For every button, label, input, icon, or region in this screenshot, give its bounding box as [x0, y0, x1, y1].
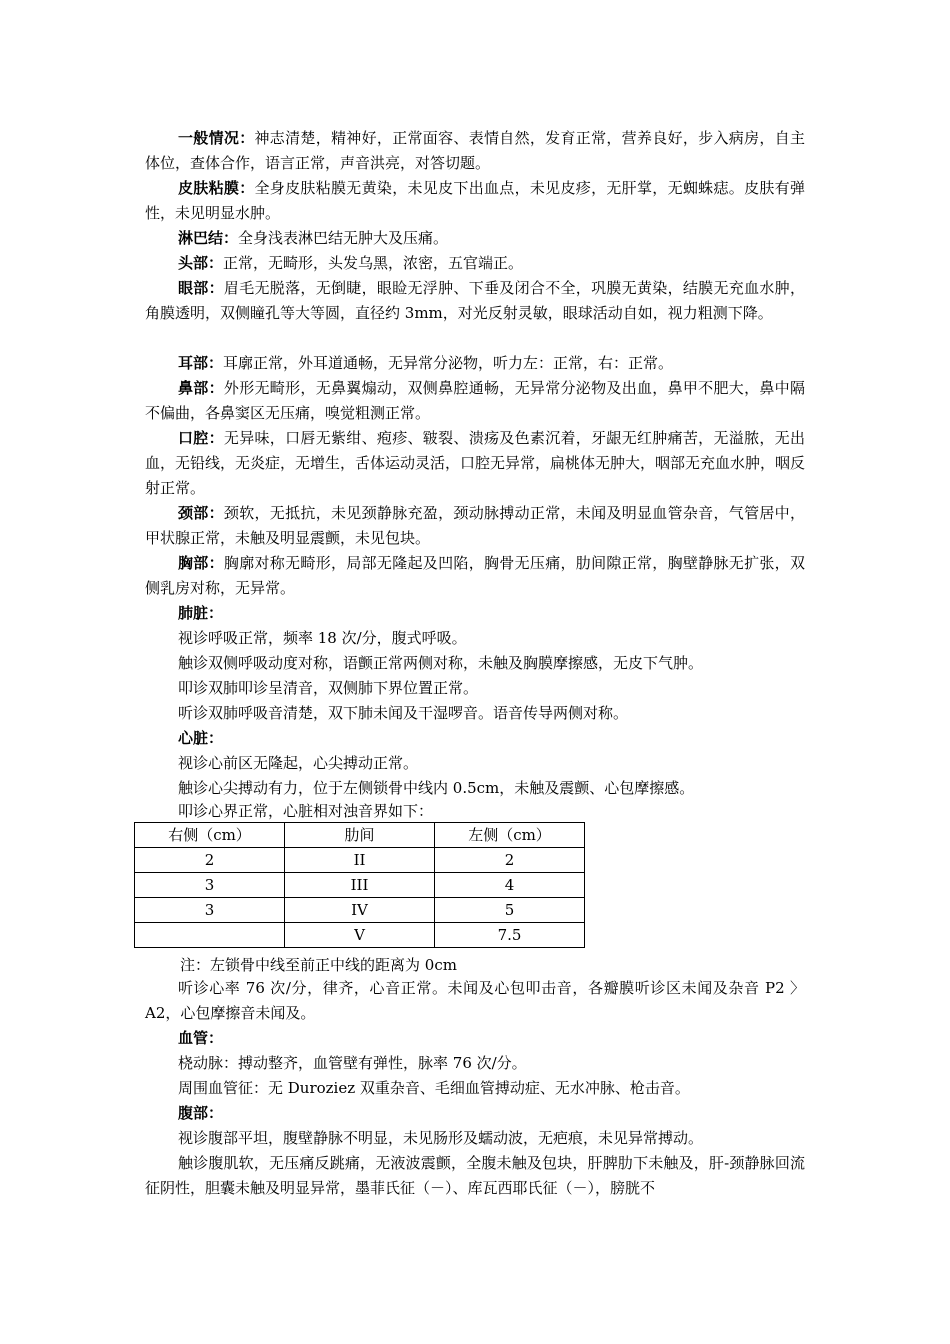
table-cell: 3 — [135, 898, 285, 923]
eyes-section — [145, 276, 805, 326]
eyes-text: 眉毛无脱落，无倒睫，眼睑无浮肿、下垂及闭合不全，巩膜无黄染，结膜无充血水肿，角膜透明，双侧瞳孔等大等圆，直径约 3mm，对光反射灵敏，眼球活动自如，视力粗测下降。 — [145, 279, 805, 322]
abdomen-inspection: 视诊腹部平坦，腹壁静脉不明显，未见肠形及蠕动波，无疤痕，未见异常搏动。 — [178, 1129, 704, 1147]
ears-section — [145, 351, 805, 376]
neck-label: 颈部： — [178, 504, 224, 522]
mouth-label: 口腔： — [178, 429, 224, 447]
table-note: 注：左锁骨中线至前正中线的距离为 0cm — [180, 956, 457, 974]
neck-text: 颈软，无抵抗，未见颈静脉充盈，颈动脉搏动正常，未闻及明显血管杂音，气管居中，甲状腺正常，未触及明显震颤，未见包块。 — [145, 504, 805, 547]
lymph-label: 淋巴结： — [178, 229, 239, 247]
chest-text: 胸廓对称无畸形，局部无隆起及凹陷，胸骨无压痛，肋间隙正常，胸壁静脉无扩张，双侧乳房对称，无异常。 — [145, 554, 805, 597]
table-header-cell: 左侧（cm） — [435, 823, 585, 848]
table-cell: 5 — [435, 898, 585, 923]
cardiac-dullness-table — [134, 822, 585, 948]
lung-auscultation: 听诊双肺呼吸音清楚，双下肺未闻及干湿啰音。语音传导两侧对称。 — [178, 704, 629, 722]
vessels-radial: 桡动脉：搏动整齐，血管壁有弹性，脉率 76 次/分。 — [178, 1054, 527, 1072]
table-row — [135, 898, 585, 923]
skin-section — [145, 176, 805, 226]
heart-percussion: 叩诊心界正常，心脏相对浊音界如下： — [178, 802, 434, 820]
table-row — [135, 923, 585, 948]
lymph-section — [145, 226, 805, 251]
lung-palpation: 触诊双侧呼吸动度对称，语颤正常两侧对称，未触及胸膜摩擦感，无皮下气肿。 — [178, 654, 704, 672]
ears-label: 耳部： — [178, 354, 224, 372]
table-cell: IV — [285, 898, 435, 923]
eyes-label: 眼部： — [178, 279, 224, 297]
skin-label: 皮肤粘膜： — [178, 179, 255, 197]
table-cell: 4 — [435, 873, 585, 898]
table-cell: 3 — [135, 873, 285, 898]
mouth-section — [145, 426, 805, 501]
head-section — [145, 251, 805, 276]
table-header-row — [135, 823, 585, 848]
general-text: 神志清楚，精神好，正常面容、表情自然，发育正常，营养良好，步入病房，自主体位，查体合作，语言正常，声音洪亮，对答切题。 — [145, 129, 805, 172]
lymph-text: 全身浅表淋巴结无肿大及压痛。 — [238, 229, 449, 247]
table-cell: III — [285, 873, 435, 898]
table-cell: V — [285, 923, 435, 948]
general-section — [145, 126, 805, 176]
heart-auscultation: 听诊心率 76 次/分，律齐，心音正常。未闻及心包叩击音，各瓣膜听诊区未闻及杂音 P2 〉A2，心包摩擦音未闻及。 — [145, 979, 805, 1022]
heart-heading: 心脏： — [178, 729, 224, 747]
table-header-cell: 右侧（cm） — [135, 823, 285, 848]
table-header-cell: 肋间 — [285, 823, 435, 848]
heart-palpation: 触诊心尖搏动有力，位于左侧锁骨中线内 0.5cm，未触及震颤、心包摩擦感。 — [178, 779, 695, 797]
table-cell: 7.5 — [435, 923, 585, 948]
heart-inspection: 视诊心前区无隆起，心尖搏动正常。 — [178, 754, 419, 772]
abdomen-palpation: 触诊腹肌软，无压痛反跳痛，无液波震颤，全腹未触及包块，肝脾肋下未触及，肝-颈静脉回流征阴性，胆囊未触及明显异常，墨菲氏征（－）、库瓦西耶氏征（－），膀胱不 — [145, 1154, 805, 1197]
chest-section — [145, 551, 805, 601]
ears-text: 耳廓正常，外耳道通畅，无异常分泌物，听力左：正常，右：正常。 — [223, 354, 674, 372]
neck-section — [145, 501, 805, 551]
table-cell — [135, 923, 285, 948]
table-cell: 2 — [135, 848, 285, 873]
table-row — [135, 848, 585, 873]
nose-label: 鼻部： — [178, 379, 224, 397]
head-label: 头部： — [178, 254, 224, 272]
head-text: 正常，无畸形，头发乌黑，浓密，五官端正。 — [223, 254, 524, 272]
nose-text: 外形无畸形，无鼻翼煽动，双侧鼻腔通畅，无异常分泌物及出血，鼻甲不肥大，鼻中隔不偏曲，各鼻窦区无压痛，嗅觉粗测正常。 — [145, 379, 805, 422]
table-row — [135, 873, 585, 898]
abdomen-heading: 腹部： — [178, 1104, 224, 1122]
vessels-peripheral: 周围血管征：无 Duroziez 双重杂音、毛细血管搏动症、无水冲脉、枪击音。 — [178, 1079, 690, 1097]
table-cell: II — [285, 848, 435, 873]
mouth-text: 无异味，口唇无紫绀、疱疹、皲裂、溃疡及色素沉着，牙龈无红肿痛苦，无溢脓，无出血，无铅线，无炎症，无增生，舌体运动灵活，口腔无异常，扁桃体无肿大，咽部无充血水肿，咽反射正常。 — [145, 429, 806, 497]
chest-label: 胸部： — [178, 554, 224, 572]
general-label: 一般情况： — [178, 129, 255, 147]
lung-heading: 肺脏： — [178, 604, 224, 622]
nose-section — [145, 376, 805, 426]
vessels-heading: 血管： — [178, 1029, 224, 1047]
lung-inspection: 视诊呼吸正常，频率 18 次/分，腹式呼吸。 — [178, 629, 467, 647]
skin-text: 全身皮肤粘膜无黄染，未见皮下出血点，未见皮疹，无肝掌，无蜘蛛痣。皮肤有弹性，未见明显水肿。 — [145, 179, 805, 222]
lung-percussion: 叩诊双肺叩诊呈清音，双侧肺下界位置正常。 — [178, 679, 479, 697]
table-cell: 2 — [435, 848, 585, 873]
